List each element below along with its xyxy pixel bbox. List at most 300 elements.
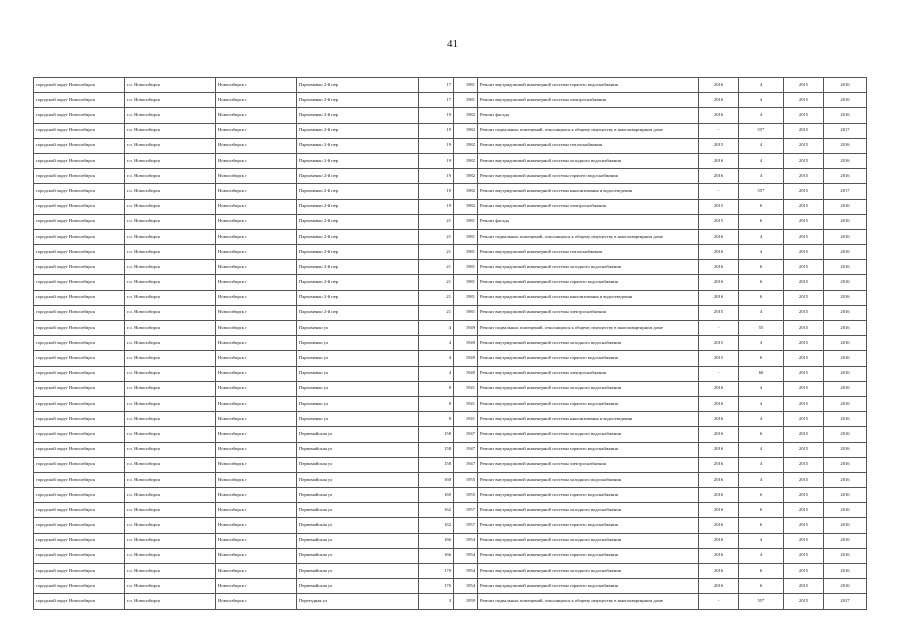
cell-start-year: 2015: [784, 594, 824, 609]
cell-work: Ремонт внутридомовой инженерной системы электроснабжения: [478, 366, 699, 381]
cell-plan-year: 2016: [699, 381, 739, 396]
cell-work: Ремонт внутридомовой инженерной системы холодного водоснабжения: [478, 533, 699, 548]
cell-city: Новосибирск г: [216, 123, 297, 138]
cell-street: Первомайская ул: [297, 503, 419, 518]
cell-end-year: 2016: [824, 457, 867, 472]
cell-plan-year: -: [699, 366, 739, 381]
cell-street: Пархоменко 2-й пер: [297, 184, 419, 199]
cell-number: 60: [739, 366, 784, 381]
cell-street: Пархоменко 2-й пер: [297, 123, 419, 138]
cell-go: г.о. Новосибирск: [125, 472, 216, 487]
cell-year: 1947: [454, 442, 478, 457]
cell-okrug: городской округ Новосибирск: [34, 93, 125, 108]
cell-street: Пархоменко 2-й пер: [297, 108, 419, 123]
cell-go: г.о. Новосибирск: [125, 381, 216, 396]
cell-go: г.о. Новосибирск: [125, 427, 216, 442]
cell-okrug: городской округ Новосибирск: [34, 305, 125, 320]
cell-go: г.о. Новосибирск: [125, 169, 216, 184]
cell-number: 4: [739, 412, 784, 427]
cell-number: 4: [739, 442, 784, 457]
cell-start-year: 2015: [784, 184, 824, 199]
cell-street: Пархоменко 2-й пер: [297, 245, 419, 260]
cell-start-year: 2015: [784, 427, 824, 442]
cell-city: Новосибирск г: [216, 457, 297, 472]
cell-house: 21: [419, 275, 454, 290]
cell-end-year: 2016: [824, 93, 867, 108]
cell-work: Ремонт внутридомовой инженерной системы горячего водоснабжения: [478, 169, 699, 184]
cell-okrug: городской округ Новосибирск: [34, 427, 125, 442]
cell-work: Ремонт внутридомовой инженерной системы горячего водоснабжения: [478, 518, 699, 533]
cell-house: 158: [419, 442, 454, 457]
cell-start-year: 2015: [784, 533, 824, 548]
cell-go: г.о. Новосибирск: [125, 305, 216, 320]
cell-plan-year: 2016: [699, 457, 739, 472]
cell-plan-year: 2016: [699, 108, 739, 123]
cell-work: Ремонт внутридомовой инженерной системы холодного водоснабжения: [478, 472, 699, 487]
cell-city: Новосибирск г: [216, 93, 297, 108]
cell-house: 162: [419, 518, 454, 533]
cell-work: Ремонт внутридомовой инженерной системы канализования и водоотведения: [478, 290, 699, 305]
cell-number: 6: [739, 290, 784, 305]
cell-okrug: городской округ Новосибирск: [34, 108, 125, 123]
cell-work: Ремонт внутридомовой инженерной системы электроснабжения: [478, 93, 699, 108]
cell-work: Ремонт подвальных помещений, относящихся к общему имуществу в многоквартирном доме: [478, 594, 699, 609]
cell-work: Ремонт внутридомовой инженерной системы электроснабжения: [478, 199, 699, 214]
cell-street: Пархоменко 2-й пер: [297, 260, 419, 275]
cell-plan-year: 2016: [699, 290, 739, 305]
table-row: [34, 351, 867, 366]
cell-city: Новосибирск г: [216, 336, 297, 351]
cell-plan-year: 2015: [699, 336, 739, 351]
cell-street: Пархоменко 2-й пер: [297, 290, 419, 305]
cell-house: 160: [419, 472, 454, 487]
cell-number: 4: [739, 245, 784, 260]
cell-work: Ремонт внутридомовой инженерной системы канализования и водоотведения: [478, 184, 699, 199]
cell-plan-year: 2016: [699, 533, 739, 548]
cell-end-year: 2016: [824, 336, 867, 351]
table-row: [34, 93, 867, 108]
cell-plan-year: 2016: [699, 488, 739, 503]
cell-plan-year: -: [699, 184, 739, 199]
cell-city: Новосибирск г: [216, 169, 297, 184]
cell-number: 4: [739, 472, 784, 487]
cell-street: Первомайская ул: [297, 518, 419, 533]
cell-end-year: 2016: [824, 260, 867, 275]
cell-start-year: 2015: [784, 108, 824, 123]
cell-okrug: городской округ Новосибирск: [34, 245, 125, 260]
cell-work: Ремонт фасада: [478, 214, 699, 229]
cell-work: Ремонт фасада: [478, 108, 699, 123]
cell-okrug: городской округ Новосибирск: [34, 229, 125, 244]
cell-go: г.о. Новосибирск: [125, 214, 216, 229]
table-row: [34, 579, 867, 594]
table-row: [34, 518, 867, 533]
cell-start-year: 2015: [784, 351, 824, 366]
cell-end-year: 2016: [824, 518, 867, 533]
cell-street: Первомайская ул: [297, 548, 419, 563]
cell-year: 1954: [454, 564, 478, 579]
cell-end-year: 2016: [824, 245, 867, 260]
cell-start-year: 2015: [784, 199, 824, 214]
cell-number: 6: [739, 503, 784, 518]
cell-year: 1941: [454, 381, 478, 396]
cell-street: Пархоменко 2-й пер: [297, 305, 419, 320]
cell-city: Новосибирск г: [216, 518, 297, 533]
cell-plan-year: 2015: [699, 199, 739, 214]
cell-plan-year: 2016: [699, 245, 739, 260]
cell-city: Новосибирск г: [216, 427, 297, 442]
cell-year: 1982: [454, 123, 478, 138]
cell-number: 55*: [739, 594, 784, 609]
cell-plan-year: 2015: [699, 138, 739, 153]
cell-city: Новосибирск г: [216, 351, 297, 366]
cell-end-year: 2017: [824, 123, 867, 138]
cell-okrug: городской округ Новосибирск: [34, 472, 125, 487]
cell-city: Новосибирск г: [216, 548, 297, 563]
page-number: 41: [447, 38, 458, 50]
cell-street: Пархоменко 2-й пер: [297, 199, 419, 214]
cell-start-year: 2015: [784, 78, 824, 93]
cell-year: 1981: [454, 214, 478, 229]
cell-work: Ремонт внутридомовой инженерной системы теплоснабжения: [478, 245, 699, 260]
cell-okrug: городской округ Новосибирск: [34, 260, 125, 275]
cell-go: г.о. Новосибирск: [125, 93, 216, 108]
cell-go: г.о. Новосибирск: [125, 153, 216, 168]
table-row: [34, 305, 867, 320]
cell-go: г.о. Новосибирск: [125, 442, 216, 457]
cell-start-year: 2015: [784, 290, 824, 305]
cell-start-year: 2015: [784, 321, 824, 336]
cell-street: Пархоменко ул: [297, 381, 419, 396]
table-row: [34, 214, 867, 229]
cell-work: Ремонт внутридомовой инженерной системы теплоснабжения: [478, 138, 699, 153]
cell-year: 1954: [454, 548, 478, 563]
cell-end-year: 2017: [824, 184, 867, 199]
cell-number: 6: [739, 214, 784, 229]
cell-go: г.о. Новосибирск: [125, 78, 216, 93]
cell-plan-year: 2016: [699, 427, 739, 442]
cell-end-year: 2016: [824, 275, 867, 290]
cell-end-year: 2016: [824, 108, 867, 123]
cell-house: 19: [419, 108, 454, 123]
cell-end-year: 2016: [824, 366, 867, 381]
cell-okrug: городской округ Новосибирск: [34, 594, 125, 609]
cell-city: Новосибирск г: [216, 199, 297, 214]
cell-city: Новосибирск г: [216, 488, 297, 503]
cell-number: 6: [739, 275, 784, 290]
cell-okrug: городской округ Новосибирск: [34, 579, 125, 594]
cell-go: г.о. Новосибирск: [125, 503, 216, 518]
cell-year: 1982: [454, 138, 478, 153]
cell-house: 19: [419, 199, 454, 214]
cell-number: 4: [739, 93, 784, 108]
cell-plan-year: 2016: [699, 518, 739, 533]
cell-year: 1981: [454, 260, 478, 275]
cell-plan-year: -: [699, 594, 739, 609]
cell-year: 1954: [454, 533, 478, 548]
cell-number: 4: [739, 457, 784, 472]
cell-end-year: 2016: [824, 503, 867, 518]
cell-start-year: 2015: [784, 169, 824, 184]
cell-work: Ремонт внутридомовой инженерной системы холодного водоснабжения: [478, 564, 699, 579]
cell-house: 3: [419, 594, 454, 609]
cell-plan-year: 2016: [699, 169, 739, 184]
cell-okrug: городской округ Новосибирск: [34, 412, 125, 427]
table-row: [34, 381, 867, 396]
cell-work: Ремонт внутридомовой инженерной системы горячего водоснабжения: [478, 579, 699, 594]
cell-end-year: 2016: [824, 169, 867, 184]
cell-house: 158: [419, 457, 454, 472]
cell-house: 21: [419, 245, 454, 260]
cell-end-year: 2016: [824, 472, 867, 487]
cell-end-year: 2016: [824, 579, 867, 594]
cell-okrug: городской округ Новосибирск: [34, 351, 125, 366]
cell-year: 1941: [454, 396, 478, 411]
cell-city: Новосибирск г: [216, 260, 297, 275]
cell-street: Пархоменко 2-й пер: [297, 275, 419, 290]
cell-plan-year: 2016: [699, 153, 739, 168]
cell-start-year: 2015: [784, 381, 824, 396]
cell-end-year: 2016: [824, 488, 867, 503]
cell-work: Ремонт внутридомовой инженерной системы электроснабжения: [478, 457, 699, 472]
cell-number: 6: [739, 518, 784, 533]
cell-house: 170: [419, 564, 454, 579]
cell-end-year: 2017: [824, 594, 867, 609]
cell-go: г.о. Новосибирск: [125, 488, 216, 503]
cell-end-year: 2016: [824, 351, 867, 366]
cell-start-year: 2015: [784, 275, 824, 290]
cell-year: 1954: [454, 579, 478, 594]
cell-okrug: городской округ Новосибирск: [34, 153, 125, 168]
cell-year: 1981: [454, 93, 478, 108]
table-row: [34, 533, 867, 548]
cell-go: г.о. Новосибирск: [125, 108, 216, 123]
cell-okrug: городской округ Новосибирск: [34, 381, 125, 396]
cell-okrug: городской округ Новосибирск: [34, 488, 125, 503]
cell-plan-year: 2016: [699, 275, 739, 290]
cell-year: 1982: [454, 184, 478, 199]
cell-house: 166: [419, 533, 454, 548]
cell-city: Новосибирск г: [216, 305, 297, 320]
cell-city: Новосибирск г: [216, 381, 297, 396]
cell-number: 4: [739, 229, 784, 244]
cell-plan-year: 2016: [699, 579, 739, 594]
cell-street: Первомайская ул: [297, 488, 419, 503]
cell-plan-year: 2015: [699, 214, 739, 229]
cell-go: г.о. Новосибирск: [125, 123, 216, 138]
cell-number: 6: [739, 260, 784, 275]
cell-start-year: 2015: [784, 396, 824, 411]
cell-house: 21: [419, 260, 454, 275]
table-row: [34, 169, 867, 184]
cell-city: Новосибирск г: [216, 472, 297, 487]
cell-number: 55*: [739, 123, 784, 138]
cell-street: Пархоменко 2-й пер: [297, 153, 419, 168]
cell-number: 4: [739, 169, 784, 184]
cell-street: Пархоменко ул: [297, 336, 419, 351]
table-row: [34, 457, 867, 472]
cell-start-year: 2015: [784, 442, 824, 457]
cell-city: Новосибирск г: [216, 138, 297, 153]
cell-work: Ремонт подвальных помещений, относящихся к общему имуществу в многоквартирном доме: [478, 229, 699, 244]
cell-end-year: 2016: [824, 214, 867, 229]
cell-work: Ремонт внутридомовой инженерной системы горячего водоснабжения: [478, 488, 699, 503]
cell-work: Ремонт внутридомовой инженерной системы канализования и водоотведения: [478, 412, 699, 427]
cell-street: Пархоменко ул: [297, 321, 419, 336]
cell-okrug: городской округ Новосибирск: [34, 564, 125, 579]
cell-house: 170: [419, 579, 454, 594]
cell-work: Ремонт внутридомовой инженерной системы горячего водоснабжения: [478, 548, 699, 563]
cell-work: Ремонт внутридомовой инженерной системы холодного водоснабжения: [478, 260, 699, 275]
cell-year: 1949: [454, 336, 478, 351]
cell-plan-year: 2016: [699, 503, 739, 518]
table-row: [34, 123, 867, 138]
cell-street: Первомайская ул: [297, 564, 419, 579]
cell-year: 1947: [454, 427, 478, 442]
cell-end-year: 2016: [824, 396, 867, 411]
cell-street: Пархоменко ул: [297, 396, 419, 411]
cell-number: 6: [739, 488, 784, 503]
cell-work: Ремонт внутридомовой инженерной системы горячего водоснабжения: [478, 442, 699, 457]
cell-street: Пархоменко 2-й пер: [297, 138, 419, 153]
table-row: [34, 153, 867, 168]
cell-house: 158: [419, 427, 454, 442]
cell-work: Ремонт внутридомовой инженерной системы горячего водоснабжения: [478, 351, 699, 366]
cell-work: Ремонт внутридомовой инженерной системы холодного водоснабжения: [478, 336, 699, 351]
cell-go: г.о. Новосибирск: [125, 366, 216, 381]
cell-number: 4: [739, 153, 784, 168]
cell-city: Новосибирск г: [216, 214, 297, 229]
cell-start-year: 2015: [784, 229, 824, 244]
cell-go: г.о. Новосибирск: [125, 351, 216, 366]
cell-street: Переездная ул: [297, 594, 419, 609]
cell-number: 4: [739, 305, 784, 320]
cell-go: г.о. Новосибирск: [125, 533, 216, 548]
cell-number: 4: [739, 548, 784, 563]
cell-start-year: 2015: [784, 138, 824, 153]
cell-okrug: городской округ Новосибирск: [34, 321, 125, 336]
cell-end-year: 2016: [824, 229, 867, 244]
table-row: [34, 427, 867, 442]
cell-number: 4: [739, 108, 784, 123]
cell-start-year: 2015: [784, 457, 824, 472]
cell-house: 8: [419, 412, 454, 427]
cell-go: г.о. Новосибирск: [125, 548, 216, 563]
cell-end-year: 2016: [824, 564, 867, 579]
table-row: [34, 564, 867, 579]
cell-year: 1981: [454, 78, 478, 93]
cell-year: 1949: [454, 351, 478, 366]
cell-end-year: 2016: [824, 138, 867, 153]
cell-city: Новосибирск г: [216, 533, 297, 548]
cell-go: г.о. Новосибирск: [125, 564, 216, 579]
cell-plan-year: 2016: [699, 396, 739, 411]
cell-street: Пархоменко 2-й пер: [297, 78, 419, 93]
cell-house: 162: [419, 503, 454, 518]
cell-go: г.о. Новосибирск: [125, 138, 216, 153]
cell-house: 4: [419, 321, 454, 336]
cell-work: Ремонт внутридомовой инженерной системы горячего водоснабжения: [478, 396, 699, 411]
cell-go: г.о. Новосибирск: [125, 260, 216, 275]
cell-number: 6: [739, 199, 784, 214]
cell-start-year: 2015: [784, 548, 824, 563]
cell-number: 4: [739, 396, 784, 411]
table-row: [34, 290, 867, 305]
cell-street: Первомайская ул: [297, 442, 419, 457]
cell-end-year: 2016: [824, 153, 867, 168]
cell-street: Пархоменко 2-й пер: [297, 93, 419, 108]
cell-okrug: городской округ Новосибирск: [34, 548, 125, 563]
repair-schedule-table: [33, 77, 867, 610]
cell-work: Ремонт внутридомовой инженерной системы холодного водоснабжения: [478, 381, 699, 396]
cell-okrug: городской округ Новосибирск: [34, 214, 125, 229]
cell-end-year: 2016: [824, 412, 867, 427]
cell-start-year: 2015: [784, 260, 824, 275]
cell-house: 19: [419, 169, 454, 184]
cell-plan-year: 2016: [699, 93, 739, 108]
cell-city: Новосибирск г: [216, 442, 297, 457]
cell-work: Ремонт подвальных помещений, относящихся к общему имуществу в многоквартирном доме: [478, 123, 699, 138]
cell-house: 160: [419, 488, 454, 503]
cell-plan-year: 2016: [699, 564, 739, 579]
cell-plan-year: 2016: [699, 229, 739, 244]
cell-street: Пархоменко 2-й пер: [297, 214, 419, 229]
cell-year: 1982: [454, 199, 478, 214]
cell-okrug: городской округ Новосибирск: [34, 123, 125, 138]
cell-year: 1957: [454, 503, 478, 518]
table-row: [34, 488, 867, 503]
cell-go: г.о. Новосибирск: [125, 290, 216, 305]
cell-okrug: городской округ Новосибирск: [34, 169, 125, 184]
table-row: [34, 260, 867, 275]
table-row: [34, 336, 867, 351]
cell-go: г.о. Новосибирск: [125, 184, 216, 199]
table-row: [34, 138, 867, 153]
cell-year: 1955: [454, 472, 478, 487]
cell-city: Новосибирск г: [216, 78, 297, 93]
cell-end-year: 2016: [824, 381, 867, 396]
cell-number: 55: [739, 321, 784, 336]
cell-start-year: 2015: [784, 305, 824, 320]
cell-year: 1949: [454, 366, 478, 381]
cell-house: 21: [419, 305, 454, 320]
cell-year: 1981: [454, 290, 478, 305]
cell-okrug: городской округ Новосибирск: [34, 275, 125, 290]
cell-city: Новосибирск г: [216, 366, 297, 381]
cell-city: Новосибирск г: [216, 229, 297, 244]
cell-year: 1957: [454, 518, 478, 533]
cell-end-year: 2016: [824, 442, 867, 457]
cell-year: 1955: [454, 488, 478, 503]
cell-city: Новосибирск г: [216, 108, 297, 123]
cell-okrug: городской округ Новосибирск: [34, 138, 125, 153]
cell-city: Новосибирск г: [216, 290, 297, 305]
cell-city: Новосибирск г: [216, 396, 297, 411]
cell-go: г.о. Новосибирск: [125, 396, 216, 411]
cell-number: 4: [739, 138, 784, 153]
cell-start-year: 2015: [784, 564, 824, 579]
cell-house: 17: [419, 78, 454, 93]
cell-start-year: 2015: [784, 472, 824, 487]
table-body: [34, 78, 867, 610]
cell-city: Новосибирск г: [216, 184, 297, 199]
cell-street: Пархоменко ул: [297, 412, 419, 427]
cell-end-year: 2016: [824, 199, 867, 214]
cell-house: 8: [419, 396, 454, 411]
cell-go: г.о. Новосибирск: [125, 321, 216, 336]
table-row: [34, 396, 867, 411]
table-row: [34, 229, 867, 244]
